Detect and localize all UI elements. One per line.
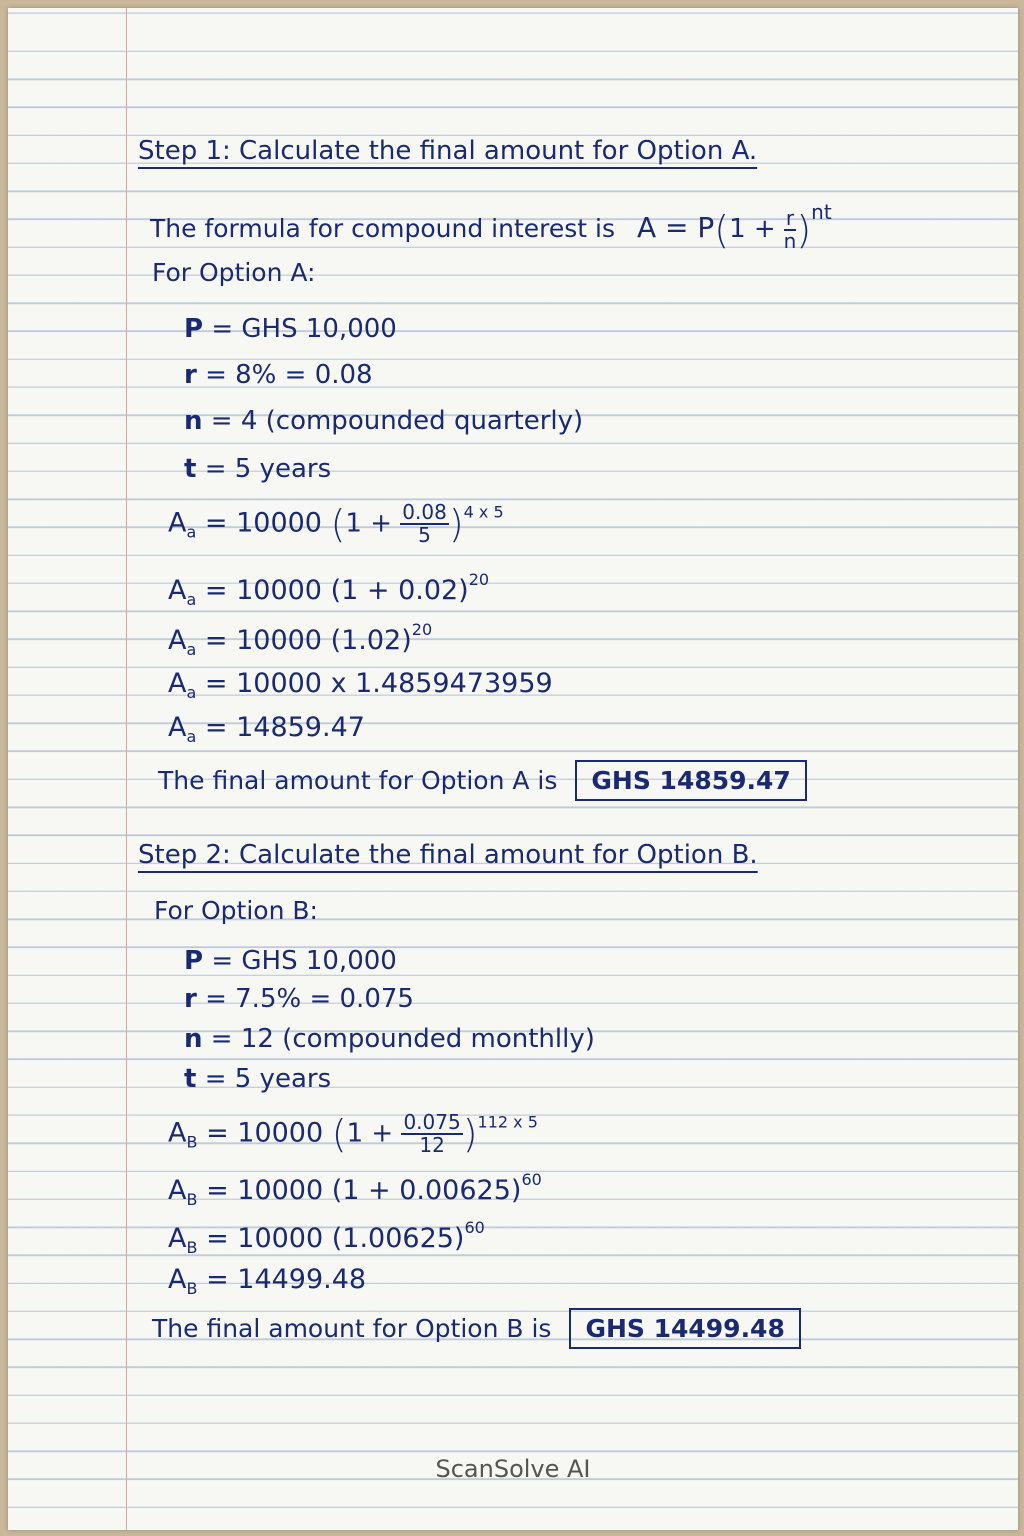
notebook-paper — [8, 8, 1018, 1530]
step1-eq1: $A_a = 10000$ (1 + $\frac{0.08}{5}$ )$^{4 x 5}$ — [168, 500, 504, 547]
watermark: ScanSolve AI — [435, 1455, 591, 1483]
step2-result — [152, 1308, 801, 1349]
step2-eq3: $A_B = 10000$ $(1.00625)^{60}$ — [168, 1218, 485, 1257]
step2-answer-box: GHS 14499.48 — [569, 1308, 800, 1349]
step1-fraction: $\frac{0.08}{5}$ — [402, 500, 447, 547]
formula-fraction — [784, 208, 797, 252]
step2-option-label: For Option B: — [154, 896, 318, 925]
step1-result-text: The final amount for Option A is — [158, 766, 558, 795]
step2-eq2: $A_B = 10000$ $(1 + 0.00625)^{60}$ — [168, 1170, 542, 1209]
formula-lhs: A = P — [636, 211, 715, 244]
step2-eq4: $A_B = 14499.48$ — [168, 1264, 367, 1298]
step1-answer-box: GHS 14859.47 — [575, 760, 806, 801]
formula-exponent: nt — [811, 200, 832, 224]
step1-var-n: n = 4 (compounded quarterly) — [184, 406, 584, 436]
formula-line — [150, 200, 832, 252]
step1-eq4: $A_a = 10000$ x 1.4859473959 — [168, 668, 553, 702]
formula-one: 1 + — [729, 214, 776, 244]
step2-var-t: t = 5 years — [184, 1064, 332, 1094]
step2-var-p: P = GHS 10,000 — [184, 946, 397, 976]
step1-var-t: t = 5 years — [184, 454, 332, 484]
step1-var-p: P = GHS 10,000 — [184, 314, 397, 344]
formula-n: n — [783, 229, 797, 253]
step2-fraction: $\frac{0.075}{12}$ — [403, 1110, 461, 1157]
step2-result-text: The final amount for Option B is — [152, 1314, 552, 1343]
step2-eq1: $A_B = 10000$ (1 + $\frac{0.075}{12}$ )$^{112 x 5}$ — [168, 1110, 538, 1157]
step2-var-r: r = 7.5% = 0.075 — [184, 984, 414, 1014]
formula-r: r — [784, 208, 797, 231]
margin-line — [126, 8, 127, 1530]
step2-heading: Step 2: Calculate the final amount for Option B. — [138, 840, 758, 870]
paren-open: ( — [714, 208, 730, 252]
step1-result — [158, 760, 807, 801]
formula-intro: The formula for compound interest is — [150, 214, 616, 243]
step1-eq2: $A_a = 10000$ $(1 + 0.02)^{20}$ — [168, 570, 490, 609]
step1-eq5: $A_a = 14859.47$ — [168, 712, 365, 746]
step1-option-label: For Option A: — [152, 258, 316, 287]
step1-eq3: $A_a = 10000$ $(1.02)^{20}$ — [168, 620, 433, 659]
paren-close: ) — [796, 208, 812, 252]
step2-var-n: n = 12 (compounded monthlly) — [184, 1024, 595, 1054]
step1-heading: Step 1: Calculate the final amount for Option A. — [138, 136, 758, 166]
step1-var-r: r = 8% = 0.08 — [184, 360, 373, 390]
